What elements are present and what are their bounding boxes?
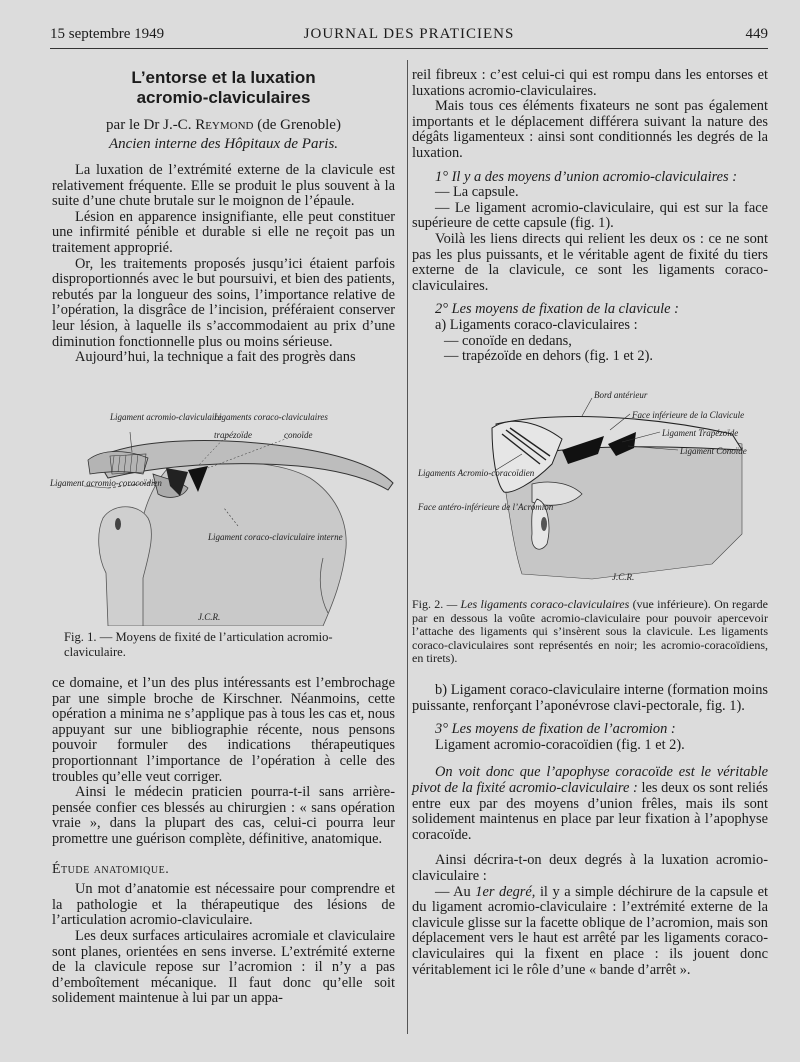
section-heading: Étude anatomique. [52,861,170,877]
header-rule [50,48,768,49]
running-header [50,24,768,46]
paragraph: Mais tous ces éléments fixateurs ne sont pas également importants et le déplacement différera suivant la nature des dégâts ligamenteux : ainsi sont conditionnés les degrés de la luxation. [412,98,768,161]
fig2-label-face-inf: Face inférieure de la Clavicule [632,410,745,420]
fig2-caption-title: — Les ligaments coraco-claviculaires [446,597,630,611]
fig1-label-lig-cc: Ligaments coraco-claviculaires [214,412,328,422]
list-item: — Le ligament acromio-claviculaire, qui est sur la face supérieure de cette capsule (fig. 1). [412,199,768,232]
paragraph [412,885,768,979]
fig1-caption-number: Fig. 1. [64,630,97,644]
subheading-1: 1° Il y a des moyens d’union acromio-claviculaires : [435,168,738,185]
degree-label: 1er degré, [475,883,536,900]
fig1-label-trapezoide: trapézoïde [214,430,252,440]
byline-location: (de Grenoble) [257,117,341,133]
list-item: a) Ligaments coraco-claviculaires : [435,316,638,333]
subheading-3: 3° Les moyens de fixation de l’acromion : [435,721,676,738]
emphasis-text: On voit donc que l’apophyse coracoïde est le véritable pivot de la fixité acromio-claviculaire : [412,764,768,796]
fig2-signature: J.C.R. [612,572,635,582]
title-line-1: L’entorse et la luxation [131,68,316,87]
fig1-caption-text: — Moyens de fixité de l’articulation acromio-claviculaire. [64,630,333,659]
paragraph: Ainsi le médecin praticien pourra-t-il sans arrière-pensée confier ces blessés au chirurgien : « sans opération vraie », dans la plupart des cas, celui-ci pourra leur promettre une guérison complète, définitive, anatomique. [52,784,395,847]
header-date: 15 septembre 1949 [50,26,165,42]
fig2-label-bord: Bord antérieur [594,390,648,400]
paragraph: La luxation de l’extrémité externe de la clavicule est relativement fréquente. Elle se produit le plus souvent à la suite d’une chute brutale sur le moignon de l’épaule. [52,162,395,210]
figure-1-caption [64,630,390,660]
right-column-top [412,68,768,365]
left-column-top [52,68,395,366]
paragraph: Les deux surfaces articulaires acromiale et claviculaire sont planes, orientées en sens inverse. L’extrémité externe de la clavicule repose sur l’acromion : il n’y a pas d’emboîtement mécanique. Il faut donc qu’elle soit solidement maintenue à lui par un appa- [52,927,395,1007]
paragraph: Ainsi décrira-t-on deux degrés à la luxation acromio-claviculaire : [412,852,768,884]
fig2-label-trap: Ligament Trapézoïde [662,428,739,438]
figure-2-caption [412,598,768,666]
fig1-label-lig-interne: Ligament coraco-claviculaire interne [208,532,343,542]
byline [52,116,395,135]
paragraph-text: les deux os sont reliés entre eux par des moyens d’union frêles, mais ils sont solidement maintenus en place par leur fixation à l’apophyse coracoïde. [412,779,768,843]
fig2-caption-number: Fig. 2. [412,597,444,611]
paragraph: reil fibreux : c’est celui-ci qui est rompu dans les entorses et luxations acromio-claviculaires. [412,67,768,99]
fig2-label-lig-acc: Ligaments Acromio-coracoïdien [418,468,535,478]
fig2-label-conoide: Ligament Conoïde [680,446,747,456]
column-divider [407,60,408,1034]
paragraph: Un mot d’anatomie est nécessaire pour comprendre et la pathologie et la thérapeutique des lésions de l’articulation acromio-claviculaire. [52,881,395,929]
dash-lead: — Au [435,883,471,900]
paragraph: Or, les traitements proposés jusqu’ici étaient parfois disproportionnés avec le but poursuivi, et bien des patients, rebutés par la longueur des soins, l’importance relative de l’opération, la disgrâce de l’incision, préféraient conserver leur lésion, à laquelle ils s’accommodaient au prix d’une diminution fonctionnelle plus ou moins sérieuse. [52,255,395,350]
subheading-2: 2° Les moyens de fixation de la clavicule : [435,301,679,318]
figure-1 [48,408,398,626]
fig1-label-lig-ac: Ligament acromio-claviculaire [110,412,222,422]
author-name: Reymond [195,117,254,133]
list-item: — conoïde en dedans, [444,332,572,349]
fig2-caption-body: On regarde par en dessous la voûte acromio-claviculaire pour pouvoir apercevoir l’attache des ligaments qui s’insèrent sous la clavicule. Les ligaments coraco-claviculaires sont représentés en noir; les acromio-coracoïdiens, en tirets). [412,597,768,665]
paragraph-text: il y a simple déchirure de la capsule et du ligament acromio-claviculaire : l’extrémité externe de la clavicule glisse sur la facette oblique de l’acromion, mais son déplacement vers le haut est arrêté par les ligaments coraco-claviculaires qui la fixent en place : ils jouent donc véritablement ici le rôle d’une « bande d’arrêt ». [412,883,768,978]
fig1-label-conoide: conoïde [284,430,313,440]
fig2-label-face-ant: Face antéro-inférieure de l’Acromion [418,502,554,512]
figure-2 [412,384,768,596]
list-item: Ligament acromio-coracoïdien (fig. 1 et 2). [435,736,685,753]
paragraph: Lésion en apparence insignifiante, elle peut constituer une infirmité pénible et durable si elle ne reçoit pas un traitement approprié. [52,208,395,256]
byline-prefix: par le Dr J.-C. [106,117,192,133]
right-column-bottom [412,683,768,978]
clavicle-underside-illustration [412,384,768,596]
fig1-signature: J.C.R. [198,612,221,622]
paragraph: ce domaine, et l’un des plus intéressants est l’embrochage par une simple broche de Kirschner. Néanmoins, cette opération a minima ne s’applique pas à tous les cas et, nous appuyant sur une bibliographie récente, nous pensons pouvoir formuler des indications thérapeutiques proportionnant l’importance de l’opération à celle des troubles qu’elle veut corriger. [52,675,395,785]
author-position: Ancien interne des Hôpitaux de Paris. [108,136,339,152]
header-journal-title: JOURNAL DES PRATICIENS [303,26,515,42]
fig2-caption-paren: (vue inférieure). [632,597,711,611]
paragraph: Voilà les liens directs qui relient les deux os : ce ne sont pas les plus puissants, et le véritable agent de fixité du tiers externe de la clavicule, ce sont les ligaments coraco-claviculaires. [412,230,768,294]
article-title [52,68,395,108]
list-item: — La capsule. [435,184,519,201]
shoulder-anatomy-illustration [48,408,398,626]
paragraph: Aujourd’hui, la technique a fait des progrès dans [75,349,356,366]
list-item: — trapézoïde en dehors (fig. 1 et 2). [444,348,653,365]
page-number: 449 [745,26,768,42]
title-line-2: acromio-claviculaires [136,88,311,107]
left-column-bottom [52,676,395,1007]
paragraph [412,765,768,843]
list-item: b) Ligament coraco-claviculaire interne (formation moins puissante, renforçant l’aponévrose clavi-pectorale, fig. 1). [412,682,768,714]
fig1-label-lig-acc: Ligament acromio-coracoïdien [50,478,162,488]
